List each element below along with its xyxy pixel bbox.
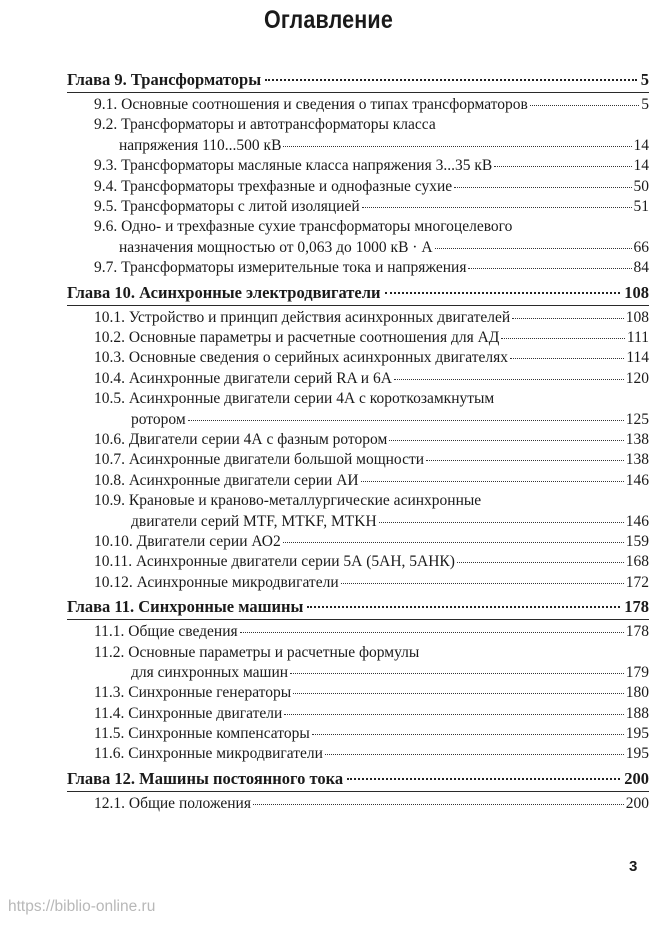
entry-title: 10.9. Крановые и краново-металлургические асинхронные	[94, 492, 482, 510]
dot-leader	[265, 79, 637, 81]
divider	[67, 305, 649, 306]
toc-entry[interactable]	[67, 622, 649, 642]
entry-title: 10.6. Двигатели серии 4А с фазным ротором	[94, 430, 388, 448]
page-ref: 195	[625, 745, 649, 763]
page-ref: 138	[625, 451, 649, 469]
dot-leader	[307, 606, 620, 608]
entry-title: 11.5. Синхронные компенсаторы	[94, 725, 310, 743]
entry-title: 10.7. Асинхронные двигатели большой мощности	[94, 451, 425, 469]
dot-leader	[325, 754, 624, 755]
page-ref: 179	[625, 663, 649, 681]
dot-leader	[361, 481, 624, 482]
dot-leader	[457, 562, 624, 563]
entry-title: 9.2. Трансформаторы и автотрансформаторы класса	[94, 116, 436, 134]
chapter-title: Глава 12. Машины постоянного тока	[67, 768, 344, 788]
toc-entry[interactable]	[67, 348, 649, 368]
toc-entry[interactable]	[67, 115, 649, 156]
chapter-11[interactable]	[67, 597, 649, 618]
toc-entry[interactable]	[67, 369, 649, 389]
chapter-title: Глава 10. Асинхронные электродвигатели	[67, 282, 381, 302]
dot-leader	[454, 187, 631, 188]
toc-entry[interactable]	[67, 643, 649, 684]
dot-leader	[426, 460, 624, 461]
toc-entry[interactable]	[67, 704, 649, 724]
entry-title: 10.10. Двигатели серии АО2	[94, 532, 281, 550]
dot-leader	[379, 522, 624, 523]
toc-entry[interactable]	[67, 683, 649, 703]
entry-title: 10.3. Основные сведения о серийных асинхронных двигателях	[94, 349, 508, 367]
dot-leader	[494, 166, 631, 167]
dot-leader	[362, 207, 632, 208]
entry-title: 10.8. Асинхронные двигатели серии АИ	[94, 471, 359, 489]
entry-title: 9.4. Трансформаторы трехфазные и однофазные сухие	[94, 177, 453, 195]
toc-entry[interactable]	[67, 156, 649, 176]
entry-title: 9.3. Трансформаторы масляные класса напряжения 3...35 кВ	[94, 157, 493, 175]
toc-entry[interactable]	[67, 552, 649, 572]
toc-entry[interactable]	[67, 177, 649, 197]
dot-leader	[385, 292, 621, 294]
dot-leader	[501, 338, 625, 339]
chapter-title: Глава 11. Синхронные машины	[67, 597, 304, 617]
divider	[67, 619, 649, 620]
entry-title: 10.11. Асинхронные двигатели серии 5А (5АН, 5АНК)	[94, 553, 455, 571]
toc-entry[interactable]	[67, 328, 649, 348]
page-ref: 120	[625, 369, 649, 387]
dot-leader	[512, 318, 624, 319]
page-ref: 84	[633, 259, 649, 277]
dot-leader	[188, 420, 624, 421]
toc-entry[interactable]	[67, 197, 649, 217]
entry-title-cont: для синхронных машин	[131, 663, 289, 681]
toc-entry[interactable]	[67, 471, 649, 491]
dot-leader	[394, 379, 624, 380]
toc-entry[interactable]	[67, 389, 649, 430]
page-ref: 14	[633, 136, 649, 154]
toc-entry[interactable]	[67, 744, 649, 764]
entry-title: 9.6. Одно- и трехфазные сухие трансформаторы многоцелевого	[94, 218, 513, 236]
page-ref: 168	[625, 553, 649, 571]
toc-entry[interactable]	[67, 450, 649, 470]
dot-leader	[284, 714, 623, 715]
toc-entry[interactable]	[67, 532, 649, 552]
toc-entry[interactable]	[67, 724, 649, 744]
page-ref: 138	[625, 430, 649, 448]
chapter-title: Глава 9. Трансформаторы	[67, 70, 262, 89]
toc-entry[interactable]	[67, 308, 649, 328]
entry-title: 9.1. Основные соотношения и сведения о типах трансформаторов	[94, 96, 528, 113]
entry-title-cont: двигатели серий MTF, MTKF, MTKH	[131, 512, 377, 530]
page-ref: 178	[624, 597, 649, 617]
dot-leader	[530, 105, 639, 106]
page-ref: 195	[625, 725, 649, 743]
entry-title: 12.1. Общие положения	[94, 794, 251, 812]
dot-leader	[389, 440, 623, 441]
page-ref: 108	[625, 308, 649, 326]
page-ref: 108	[624, 282, 649, 302]
page-ref: 125	[625, 410, 649, 428]
page-title: Оглавление	[264, 6, 393, 34]
dot-leader	[293, 693, 624, 694]
toc-entry[interactable]	[67, 217, 649, 258]
page-ref: 14	[633, 157, 649, 175]
entry-title: 10.12. Асинхронные микродвигатели	[94, 573, 339, 591]
entry-title: 9.5. Трансформаторы с литой изоляцией	[94, 197, 360, 215]
entry-title-cont: ротором	[131, 410, 186, 428]
dot-leader	[468, 268, 631, 269]
page-ref: 159	[625, 532, 649, 550]
watermark-url: https://biblio-online.ru	[8, 898, 156, 915]
page-ref: 51	[633, 197, 649, 215]
page-ref: 200	[625, 794, 649, 812]
dot-leader	[435, 248, 632, 249]
page-ref: 178	[625, 623, 649, 641]
entry-title: 11.2. Основные параметры и расчетные формулы	[94, 643, 420, 661]
chapter-10[interactable]	[67, 283, 649, 304]
table-of-contents	[67, 70, 649, 814]
entry-title: 11.1. Общие сведения	[94, 623, 238, 641]
page-number: 3	[629, 858, 638, 875]
entry-title: 9.7. Трансформаторы измерительные тока и напряжения	[94, 259, 467, 277]
divider	[67, 791, 649, 792]
entry-title: 11.6. Синхронные микродвигатели	[94, 745, 323, 763]
page-ref: 146	[625, 512, 649, 530]
dot-leader	[347, 778, 620, 780]
entry-title: 10.2. Основные параметры и расчетные соотношения для АД	[94, 328, 500, 346]
entry-title: 11.3. Синхронные генераторы	[94, 684, 292, 702]
dot-leader	[341, 583, 624, 584]
page-ref: 114	[626, 349, 649, 367]
toc-entry[interactable]	[67, 95, 649, 115]
entry-title: 11.4. Синхронные двигатели	[94, 704, 283, 722]
dot-leader	[510, 358, 624, 359]
toc-entry[interactable]	[67, 573, 649, 593]
dot-leader	[283, 542, 624, 543]
page-ref: 172	[625, 573, 649, 591]
toc-entry[interactable]	[67, 794, 649, 814]
dot-leader	[290, 673, 624, 674]
page-ref: 200	[624, 768, 649, 788]
page-ref: 66	[633, 238, 649, 256]
page-ref: 146	[625, 471, 649, 489]
dot-leader	[312, 734, 624, 735]
page-ref: 50	[633, 177, 649, 195]
dot-leader	[283, 146, 631, 147]
toc-entry[interactable]	[67, 258, 649, 278]
entry-title: 10.5. Асинхронные двигатели серии 4А с короткозамкнутым	[94, 390, 495, 408]
dot-leader	[240, 632, 624, 633]
entry-title-cont: напряжения 110...500 кВ	[119, 136, 282, 154]
page-ref: 180	[625, 684, 649, 702]
entry-title-cont: назначения мощностью от 0,063 до 1000 кВ · А	[119, 238, 433, 256]
page-ref: 5	[641, 96, 649, 113]
entry-title: 10.1. Устройство и принцип действия асинхронных двигателей	[94, 308, 511, 326]
toc-entry[interactable]	[67, 491, 649, 532]
chapter-12[interactable]	[67, 769, 649, 790]
page-ref: 5	[640, 70, 649, 89]
chapter-9[interactable]	[67, 70, 649, 91]
dot-leader	[253, 804, 624, 805]
toc-entry[interactable]	[67, 430, 649, 450]
page-ref: 111	[626, 328, 649, 346]
entry-title: 10.4. Асинхронные двигатели серий RA и 6A	[94, 369, 392, 387]
divider	[67, 92, 649, 93]
page-ref: 188	[625, 704, 649, 722]
